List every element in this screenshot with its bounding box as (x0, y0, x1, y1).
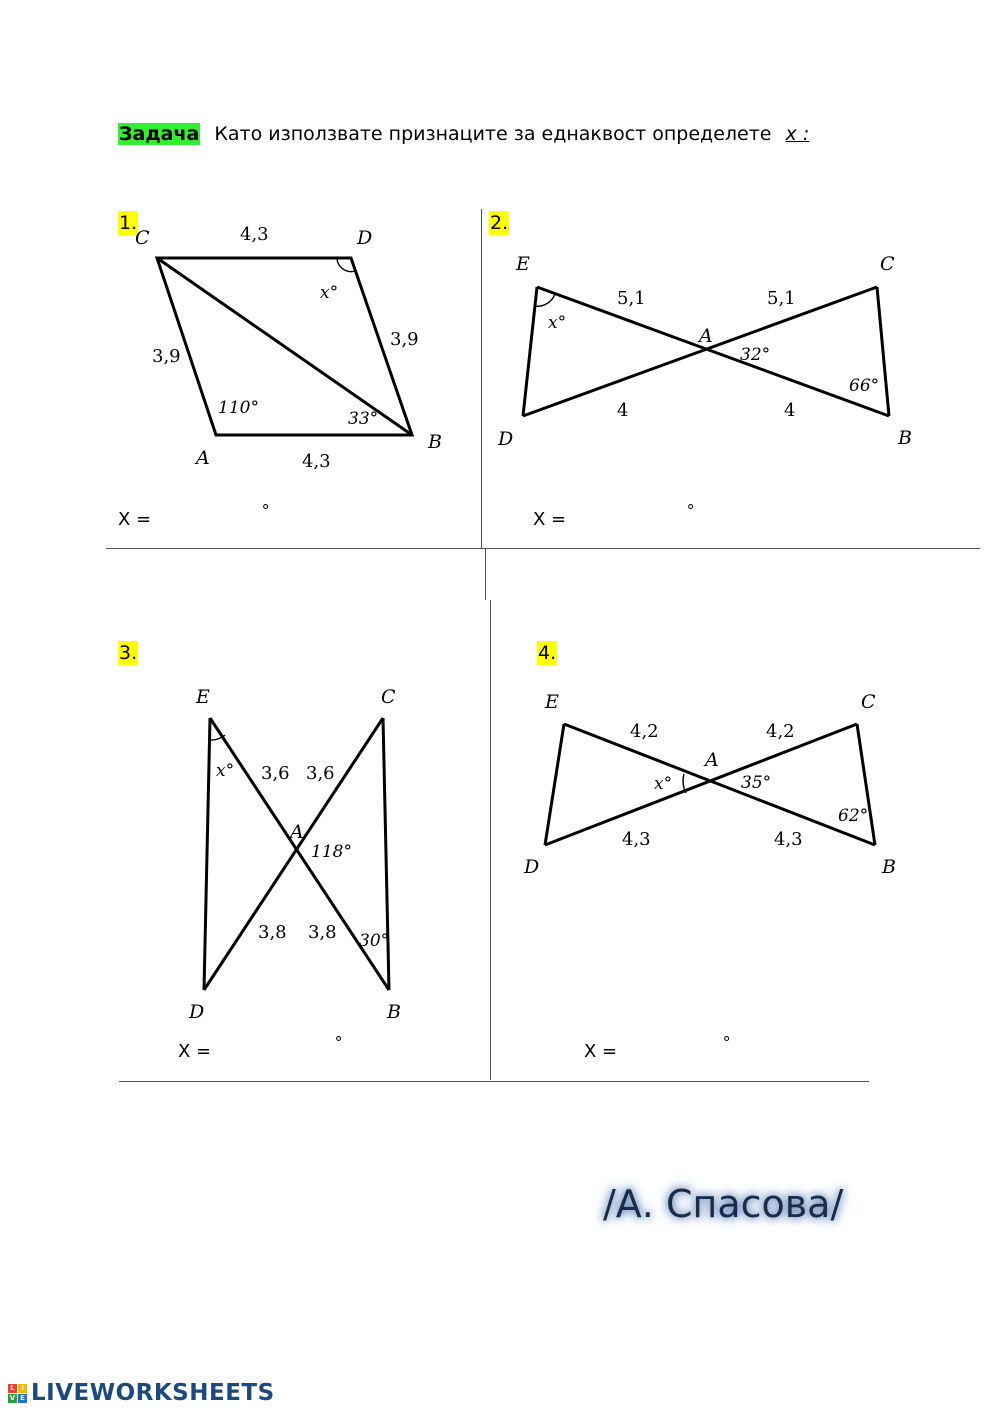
vertex-a-label: A (196, 447, 210, 469)
angle-a-label: 110° (218, 398, 259, 418)
angle-x-label: x° (654, 774, 673, 794)
vertex-d-label: D (357, 227, 373, 249)
answer-2 (533, 501, 695, 531)
divider-horizontal-bottom (119, 1081, 869, 1082)
vertex-c-label: C (861, 691, 876, 713)
side-db-label: 3,9 (390, 329, 419, 350)
answer-1-label: X = (118, 509, 152, 530)
vertex-c-label: C (135, 227, 150, 249)
answer-3-degree: ° (334, 1033, 343, 1052)
side-cd-label: 4,3 (240, 224, 269, 245)
divider-vertical-bottom (490, 600, 491, 1080)
task-label: Задача (119, 123, 200, 145)
side-ea-label: 3,6 (261, 763, 290, 784)
answer-3 (178, 1033, 343, 1063)
angle-b-label: 62° (838, 806, 869, 826)
vertex-e-label: E (516, 253, 530, 275)
angle-b-label: 66° (849, 376, 880, 396)
problem-2-number: 2. (490, 212, 509, 234)
answer-1-degree: ° (261, 501, 270, 520)
angle-a-label: 32° (740, 345, 771, 365)
side-ac-label: 5,1 (767, 288, 796, 309)
side-ab-label: 4,3 (774, 829, 803, 850)
task-text: Като използвате признаците за еднаквост определете (214, 123, 772, 145)
angle-x-label: x° (320, 283, 339, 303)
divider-vertical-top (481, 209, 482, 549)
problem-3-number: 3. (119, 642, 138, 664)
vertex-a-label: A (290, 821, 304, 843)
side-ca-label: 3,9 (152, 346, 181, 367)
answer-4 (584, 1033, 731, 1063)
answer-3-input[interactable] (219, 1042, 327, 1062)
answer-1-input[interactable] (159, 510, 254, 530)
answer-2-label: X = (533, 509, 567, 530)
problem-4-number: 4. (538, 642, 557, 664)
vertex-d-label: D (524, 856, 540, 878)
side-da-label: 4 (617, 400, 629, 421)
answer-4-label: X = (584, 1041, 618, 1062)
answer-4-degree: ° (722, 1033, 731, 1052)
problem-1-number: 1. (119, 212, 138, 234)
task-variable: x : (785, 123, 810, 145)
answer-2-degree: ° (686, 501, 695, 520)
logo-mark-icon: L I V E (8, 1384, 27, 1403)
side-ab-label: 4,3 (302, 451, 331, 472)
side-ab-label: 4 (784, 400, 796, 421)
side-ac-label: 4,2 (766, 721, 795, 742)
answer-3-label: X = (178, 1041, 212, 1062)
liveworksheets-logo[interactable] (8, 1380, 275, 1406)
vertex-a-label: A (705, 749, 719, 771)
divider-horizontal-middle (106, 548, 980, 549)
answer-4-input[interactable] (625, 1042, 715, 1062)
angle-b-label: 33° (348, 409, 379, 429)
side-ca-label: 3,6 (306, 763, 335, 784)
angle-a-label: 118° (311, 842, 352, 862)
side-da-label: 4,3 (622, 829, 651, 850)
vertex-a-label: A (699, 325, 713, 347)
angle-x-label: x° (548, 313, 567, 333)
vertex-c-label: C (880, 253, 895, 275)
vertex-e-label: E (196, 686, 210, 708)
divider-vertical-mid (485, 549, 486, 600)
side-ea-label: 5,1 (617, 288, 646, 309)
angle-x-label: x° (216, 761, 235, 781)
vertex-c-label: C (381, 686, 396, 708)
logo-text: LIVEWORKSHEETS (31, 1380, 275, 1406)
vertex-b-label: B (387, 1001, 401, 1023)
vertex-d-label: D (189, 1001, 205, 1023)
angle-a-label: 35° (741, 773, 772, 793)
vertex-b-label: B (882, 856, 896, 878)
side-da-label: 3,8 (258, 922, 287, 943)
vertex-e-label: E (545, 691, 559, 713)
vertex-b-label: B (428, 431, 442, 453)
angle-b-label: 30° (359, 931, 390, 951)
answer-2-input[interactable] (574, 510, 679, 530)
vertex-b-label: B (898, 427, 912, 449)
author-signature: /А. Спасова/ (603, 1182, 844, 1226)
vertex-d-label: D (498, 428, 514, 450)
side-ea-label: 4,2 (630, 721, 659, 742)
answer-1 (118, 501, 270, 531)
side-ab-label: 3,8 (308, 922, 337, 943)
